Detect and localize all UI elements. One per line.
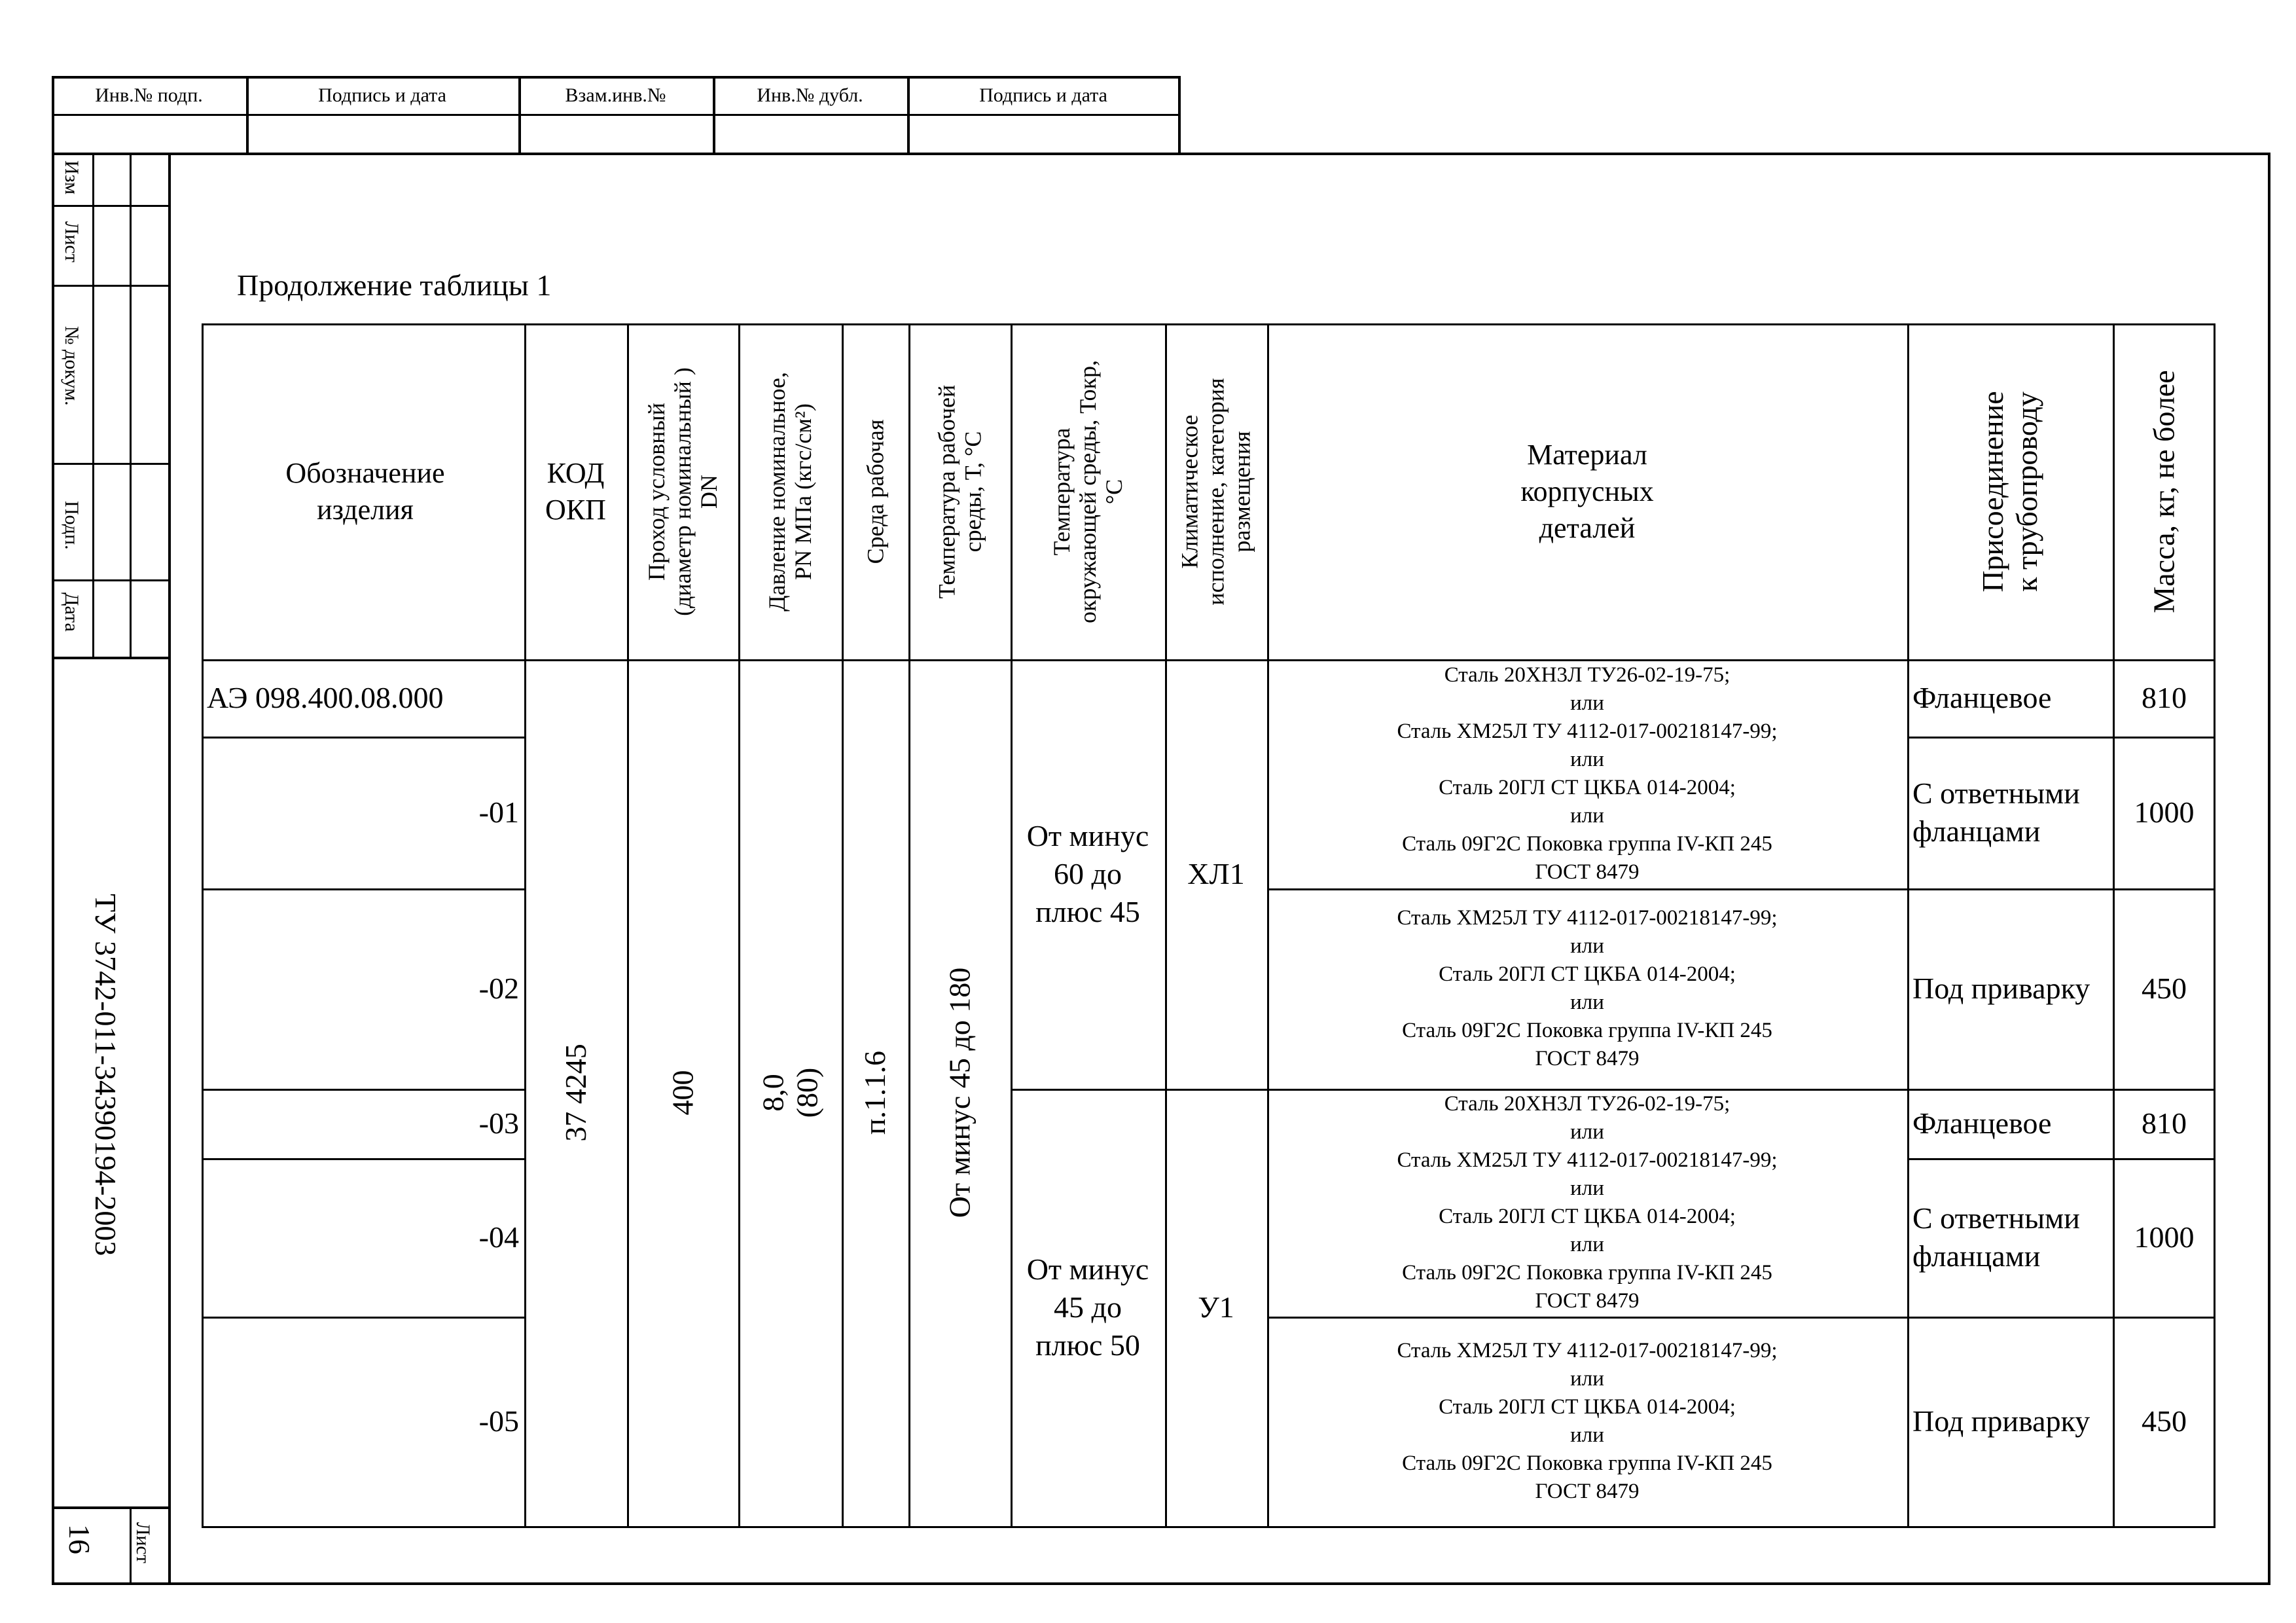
connection-row-3: Фланцевое xyxy=(1912,1106,2052,1140)
stamp-label-inv-podp: Инв.№ подп. xyxy=(95,84,203,106)
designation-row-0: АЭ 098.400.08.000 xyxy=(207,681,444,714)
stamp-label-data: Дата xyxy=(61,593,82,632)
mass-row-0: 810 xyxy=(2142,681,2187,714)
stamp-label-vzam-inv: Взам.инв.№ xyxy=(565,84,666,106)
nominal-pressure: 8,0 (80) xyxy=(755,1067,823,1118)
connection-row-2: Под приварку xyxy=(1912,972,2090,1005)
frame-left xyxy=(52,153,54,1585)
working-medium: п.1.1.6 xyxy=(858,1050,891,1135)
okp-code: 37 4245 xyxy=(558,1044,592,1142)
header-medium: Среда рабочая xyxy=(862,419,889,564)
ambient-temp-group-b: От минус 45 до плюс 50 xyxy=(1026,1252,1149,1362)
material-block-1: Сталь ХМ25Л ТУ 4112-017-00218147-99; или Сталь 20ГЛ СТ ЦКБА 014-2004; или Сталь 09Г2С Поковка группа IV-КП 245 ГОСТ 8479 xyxy=(1397,906,1778,1070)
designation-row-5: -05 xyxy=(478,1404,519,1438)
climate-group-b: У1 xyxy=(1198,1290,1234,1324)
document-number: ТУ 3742-011-34390194-2003 xyxy=(89,894,122,1256)
frame-bottom xyxy=(52,1582,2270,1585)
sheet-label: Лист xyxy=(132,1522,154,1563)
connection-row-4: С ответными фланцами xyxy=(1912,1201,2080,1273)
stamp-label-podp: Подп. xyxy=(61,501,82,550)
mass-row-5: 450 xyxy=(2142,1404,2187,1438)
frame-right xyxy=(2268,153,2270,1585)
header-okp: КОД ОКП xyxy=(545,456,606,526)
stamp-label-izm: Изм xyxy=(61,160,82,195)
header-designation: Обозначение изделия xyxy=(285,456,445,526)
stamp-label-inv-dubl: Инв.№ дубл. xyxy=(757,84,863,106)
header-dn: Проход условный (диаметр номинальный ) DN xyxy=(643,367,723,616)
header-mass: Масса, кг, не более xyxy=(2147,369,2181,613)
ambient-temp-group-a: От минус 60 до плюс 45 xyxy=(1026,819,1149,928)
stamp-label-doc-no: № докум. xyxy=(61,326,82,406)
mass-row-2: 450 xyxy=(2142,972,2187,1005)
material-block-3: Сталь ХМ25Л ТУ 4112-017-00218147-99; или Сталь 20ГЛ СТ ЦКБА 014-2004; или Сталь 09Г2С Поковка группа IV-КП 245 ГОСТ 8479 xyxy=(1397,1339,1778,1503)
frame-inner-left xyxy=(168,153,171,1585)
designation-row-1: -01 xyxy=(478,795,519,829)
climate-group-a: ХЛ1 xyxy=(1187,857,1245,890)
table-caption: Продолжение таблицы 1 xyxy=(237,268,552,302)
designation-row-2: -02 xyxy=(478,972,519,1005)
sheet-number: 16 xyxy=(63,1524,96,1554)
header-ambient-temperature: Температура окружающей среды, Токр, °С xyxy=(1049,359,1128,623)
mass-row-4: 1000 xyxy=(2134,1220,2195,1254)
connection-row-5: Под приварку xyxy=(1912,1404,2090,1438)
top-stamp xyxy=(52,76,1181,155)
header-connection: Присоединение к трубопроводу xyxy=(1976,390,2043,593)
stamp-label-signature-date: Подпись и дата xyxy=(318,84,446,106)
header-temperature: Температура рабочей среды, Т, °С xyxy=(933,384,986,598)
designation-row-4: -04 xyxy=(478,1220,519,1254)
material-block-2: Сталь 20ХН3Л ТУ26-02-19-75; или Сталь ХМ25Л ТУ 4112-017-00218147-99; или Сталь 20ГЛ СТ ЦКБА 014-2004; или Сталь 09Г2С Поковка группа IV-КП 245 ГОСТ 8479 xyxy=(1397,1092,1778,1313)
header-pn: Давление номинальное, PN МПа (кгс/см²) xyxy=(764,371,817,611)
mass-row-1: 1000 xyxy=(2134,795,2195,829)
stamp-label-list: Лист xyxy=(61,221,82,263)
stamp-label-signature-date-2: Подпись и дата xyxy=(979,84,1107,106)
header-climate: Климатическое исполнение, категория размещения xyxy=(1177,377,1255,606)
spec-table xyxy=(202,323,2215,1528)
material-block-0: Сталь 20ХН3Л ТУ26-02-19-75; или Сталь ХМ25Л ТУ 4112-017-00218147-99; или Сталь 20ГЛ СТ ЦКБА 014-2004; или Сталь 09Г2С Поковка группа IV-КП 245 ГОСТ 8479 xyxy=(1397,663,1778,884)
working-temperature: От минус 45 до 180 xyxy=(942,967,976,1218)
connection-row-1: С ответными фланцами xyxy=(1912,776,2080,848)
nominal-diameter: 400 xyxy=(666,1070,699,1116)
header-material: Материал корпусных деталей xyxy=(1520,438,1654,544)
designation-row-3: -03 xyxy=(478,1106,519,1140)
mass-row-3: 810 xyxy=(2142,1106,2187,1140)
frame-top xyxy=(52,153,2270,155)
connection-row-0: Фланцевое xyxy=(1912,681,2052,714)
